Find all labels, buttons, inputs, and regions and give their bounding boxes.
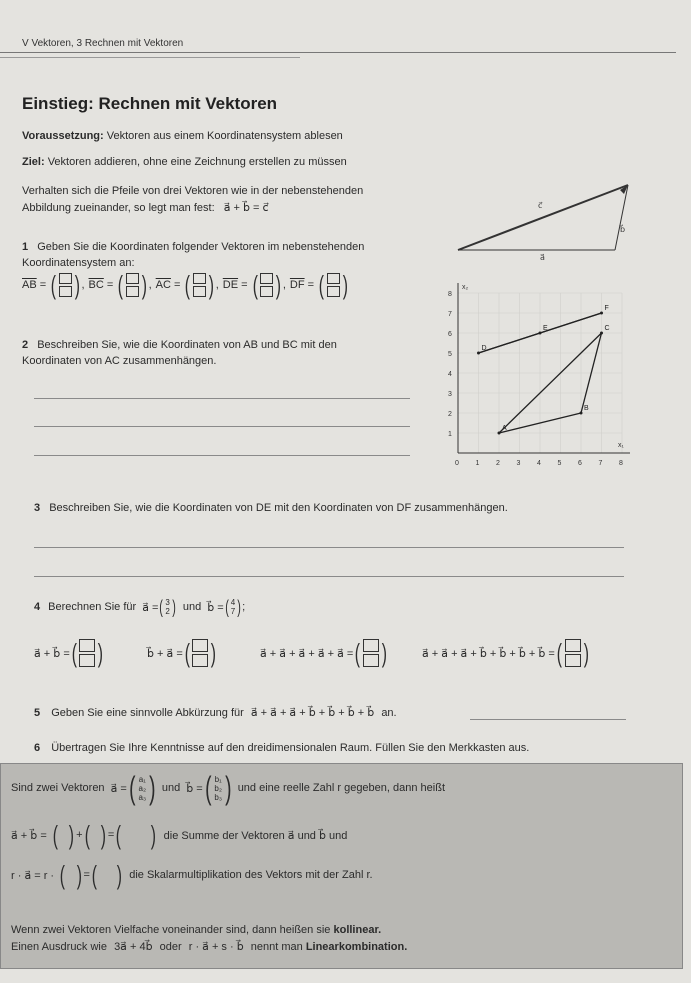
y-tick-label: 1 xyxy=(448,431,452,438)
point-label-e: E xyxy=(543,325,548,332)
task4-text: Berechnen Sie für xyxy=(48,601,137,613)
header-rule-2 xyxy=(0,57,300,58)
task2-line-1 xyxy=(22,339,337,351)
task1-vector-list xyxy=(22,272,349,298)
l4a: Wenn zwei Vektoren Vielfache voneinander sind, dann heißen sie xyxy=(11,924,331,936)
answer-box[interactable] xyxy=(260,286,273,297)
vector-b-arrow xyxy=(615,185,628,250)
task1-vector-df: $\overline{DF}$ = ( ) xyxy=(289,270,348,300)
vector-name: $\overline{DE}$ xyxy=(222,279,239,291)
expr2-label: b⃗ + a⃗ = xyxy=(147,647,183,660)
box-line-5 xyxy=(11,940,407,953)
task5-text: Geben Sie eine sinnvolle Abkürzung für xyxy=(51,707,244,719)
box-sum-line: a⃗ + b⃗ = ( ) + ( ) = ( ) die Summe der Vektoren a⃗ und b⃗ und xyxy=(11,820,348,850)
task2-text-1: Beschreiben Sie, wie die Koordinaten von AB und BC mit den xyxy=(37,339,337,351)
intro-line-1: Verhalten sich die Pfeile von drei Vektoren wie in der nebenstehenden xyxy=(22,185,364,197)
sum-text: die Summe der Vektoren a⃗ und b⃗ und xyxy=(163,829,348,842)
answer-box[interactable] xyxy=(565,654,581,667)
y-tick-label: 6 xyxy=(448,331,452,338)
answer-line[interactable] xyxy=(470,719,626,720)
box-scalar-line: r · a⃗ = r · ( ) = ( ) die Skalarmultiplikation des Vektors mit der Zahl r. xyxy=(11,860,373,890)
goal-line xyxy=(22,156,347,168)
answer-line[interactable] xyxy=(34,547,624,548)
x-tick-label: 6 xyxy=(578,460,582,467)
answer-box[interactable] xyxy=(260,273,273,284)
vector-c-arrow xyxy=(458,185,628,250)
task1-vector-bc: $\overline{BC}$ = ( ) , xyxy=(88,270,152,300)
y-tick-label: 4 xyxy=(448,371,452,378)
label-c: c⃗ xyxy=(538,201,543,210)
task2-number: 2 xyxy=(22,339,29,351)
summary-box xyxy=(0,763,683,969)
answer-line[interactable] xyxy=(34,398,410,399)
box-line-1: Sind zwei Vektoren a⃗ = ( a₁ a₂ a₃ ) und b⃗ = ( b₁ b₂ b₃ ) und eine reelle Zahl r gegeben, dann heißt xyxy=(11,770,446,806)
x-tick-label: 0 xyxy=(455,460,459,467)
a3: a₃ xyxy=(138,792,147,802)
scal-left: r · a⃗ = r · xyxy=(11,869,55,882)
task5-end: an. xyxy=(381,707,397,719)
b3: b₃ xyxy=(214,792,223,802)
task4-line: 4 Berechnen Sie für a⃗ = ( 3 2 ) und b⃗ = ( 4 7 ) ; xyxy=(34,597,246,617)
segment-ac xyxy=(499,333,602,433)
answer-box[interactable] xyxy=(126,286,139,297)
x-tick-label: 8 xyxy=(619,460,623,467)
task6-line xyxy=(34,742,529,754)
point-label-d: D xyxy=(481,345,487,352)
prerequisite-line xyxy=(22,130,343,142)
answer-box[interactable] xyxy=(363,654,379,667)
y-tick-label: 2 xyxy=(448,411,452,418)
expr1-label: a⃗ + b⃗ = xyxy=(34,647,70,660)
x-tick-label: 2 xyxy=(496,460,500,467)
l5f: Linearkombination. xyxy=(305,941,408,953)
task4-expr-3: a⃗ + a⃗ + a⃗ + a⃗ + a⃗ = ( ) xyxy=(260,638,387,668)
answer-box[interactable] xyxy=(363,639,379,652)
vector-name: $\overline{DF}$ xyxy=(289,279,305,291)
point-label-a: A xyxy=(502,425,507,432)
expr4-label: a⃗ + a⃗ + a⃗ + b⃗ + b⃗ + b⃗ + b⃗ = xyxy=(422,647,555,660)
task1-text-1: Geben Sie die Koordinaten folgender Vektoren im nebenstehenden xyxy=(37,241,365,253)
point-d xyxy=(477,352,480,355)
point-label-f: F xyxy=(604,305,609,312)
task3-text: Beschreiben Sie, wie die Koordinaten von DE mit den Koordinaten von DF zusammenhängen. xyxy=(49,502,508,514)
vector-name: $\overline{AC}$ xyxy=(155,279,171,291)
vector-a-bottom: 2 xyxy=(165,607,170,616)
vector-a-top: 3 xyxy=(165,598,170,607)
answer-box[interactable] xyxy=(59,286,72,297)
answer-box[interactable] xyxy=(565,639,581,652)
a1: a₁ xyxy=(138,774,146,784)
vector-b-bottom: 7 xyxy=(230,607,236,616)
x-tick-label: 1 xyxy=(475,460,480,467)
intro-line-2 xyxy=(22,201,269,214)
box-l1a: Sind zwei Vektoren xyxy=(11,782,105,794)
y-tick-label: 5 xyxy=(448,351,452,358)
goal-text: Vektoren addieren, ohne eine Zeichnung erstellen zu müssen xyxy=(47,156,347,168)
x-tick-label: 3 xyxy=(516,460,521,467)
point-label-c: C xyxy=(604,325,610,332)
task1-number: 1 xyxy=(22,241,29,253)
task2-text-2: Koordinaten von AC zusammenhängen. xyxy=(22,355,217,367)
answer-line[interactable] xyxy=(34,576,624,577)
point-c xyxy=(600,332,603,335)
box-and: und xyxy=(161,782,181,794)
expr3-label: a⃗ + a⃗ + a⃗ + a⃗ + a⃗ = xyxy=(260,647,354,660)
vector-triangle-figure xyxy=(450,180,630,265)
point-b xyxy=(580,412,583,415)
label-a: a⃗ xyxy=(540,253,545,262)
task4-number: 4 xyxy=(34,601,41,613)
vector-name: $\overline{BC}$ xyxy=(88,279,104,291)
scal-text: die Skalarmultiplikation des Vektors mit der Zahl r. xyxy=(129,869,373,881)
a2: a₂ xyxy=(138,783,147,793)
answer-box[interactable] xyxy=(79,654,95,667)
task4-and: und xyxy=(182,601,202,613)
point-e xyxy=(539,332,542,335)
vector-name: $\overline{AB}$ xyxy=(22,279,37,291)
answer-line[interactable] xyxy=(34,426,410,427)
answer-box[interactable] xyxy=(192,639,208,652)
answer-box[interactable] xyxy=(193,273,206,284)
answer-line[interactable] xyxy=(34,455,410,456)
x-tick-label: 4 xyxy=(537,460,541,467)
page-header: V Vektoren, 3 Rechnen mit Vektoren xyxy=(22,38,184,49)
box-line-4 xyxy=(11,924,381,936)
task5-expr: a⃗ + a⃗ + a⃗ + b⃗ + b⃗ + b⃗ + b⃗ xyxy=(250,707,375,719)
task1-line-1 xyxy=(22,241,364,253)
task1-text-2: Koordinatensystem an: xyxy=(22,257,135,269)
prerequisite-label: Voraussetzung: xyxy=(22,130,104,142)
answer-box[interactable] xyxy=(192,654,208,667)
b2: b₂ xyxy=(214,783,222,793)
task4-expr-2: b⃗ + a⃗ = ( ) xyxy=(147,638,217,668)
l5a: Einen Ausdruck wie xyxy=(11,941,107,953)
header-rule xyxy=(0,52,676,53)
coordinate-system-chart xyxy=(440,275,630,475)
box-l1b: und eine reelle Zahl r gegeben, dann heißt xyxy=(237,782,446,794)
answer-box[interactable] xyxy=(193,286,206,297)
l5c: oder xyxy=(159,941,182,953)
task3-number: 3 xyxy=(34,502,41,514)
page-title: Einstieg: Rechnen mit Vektoren xyxy=(22,94,278,113)
intro-text-2: Abbildung zueinander, so legt man fest: xyxy=(22,202,215,214)
x-tick-label: 5 xyxy=(557,460,562,467)
task5-number: 5 xyxy=(34,707,41,719)
task1-vector-de: $\overline{DE}$ = ( ) , xyxy=(222,270,286,300)
l4b: kollinear. xyxy=(333,924,382,936)
task4-expr-1: a⃗ + b⃗ = ( ) xyxy=(34,638,104,668)
l5d: r · a⃗ + s · b⃗ xyxy=(188,941,244,953)
point-label-b: B xyxy=(584,405,589,412)
label-b: b⃗ xyxy=(620,225,626,234)
task1-vector-ab: $\overline{AB}$ = ( ) , xyxy=(22,270,85,300)
answer-box[interactable] xyxy=(327,286,340,297)
x-axis-label: x₁ xyxy=(618,442,624,449)
point-a xyxy=(498,432,501,435)
task6-text: Übertragen Sie Ihre Kenntnisse auf den dreidimensionalen Raum. Füllen Sie den Merkkasten aus. xyxy=(51,742,530,754)
prerequisite-text: Vektoren aus einem Koordinatensystem ablesen xyxy=(106,130,343,142)
l5b: 3a⃗ + 4b⃗ xyxy=(114,941,153,953)
y-tick-label: 3 xyxy=(448,391,452,398)
task1-vector-ac: $\overline{AC}$ = ( ) , xyxy=(155,270,219,300)
task5-line xyxy=(34,706,397,719)
answer-box[interactable] xyxy=(79,639,95,652)
task3-line xyxy=(34,502,508,514)
task4-expr-4: a⃗ + a⃗ + a⃗ + b⃗ + b⃗ + b⃗ + b⃗ = ( ) xyxy=(422,638,589,668)
b1: b₁ xyxy=(214,774,222,784)
y-tick-label: 8 xyxy=(448,291,452,298)
l5e: nennt man xyxy=(250,941,303,953)
task6-number: 6 xyxy=(34,742,41,754)
answer-box[interactable] xyxy=(59,273,72,284)
x-tick-label: 7 xyxy=(598,460,603,467)
y-tick-label: 7 xyxy=(448,311,452,318)
point-f xyxy=(600,312,603,315)
answer-box[interactable] xyxy=(327,273,340,284)
sum-left: a⃗ + b⃗ = xyxy=(11,829,47,842)
vector-b-top: 4 xyxy=(230,598,236,607)
intro-formula: a⃗ + b⃗ = c⃗ xyxy=(223,202,269,214)
answer-box[interactable] xyxy=(126,273,139,284)
goal-label: Ziel: xyxy=(22,156,45,168)
y-axis-label: x₂ xyxy=(462,284,469,291)
